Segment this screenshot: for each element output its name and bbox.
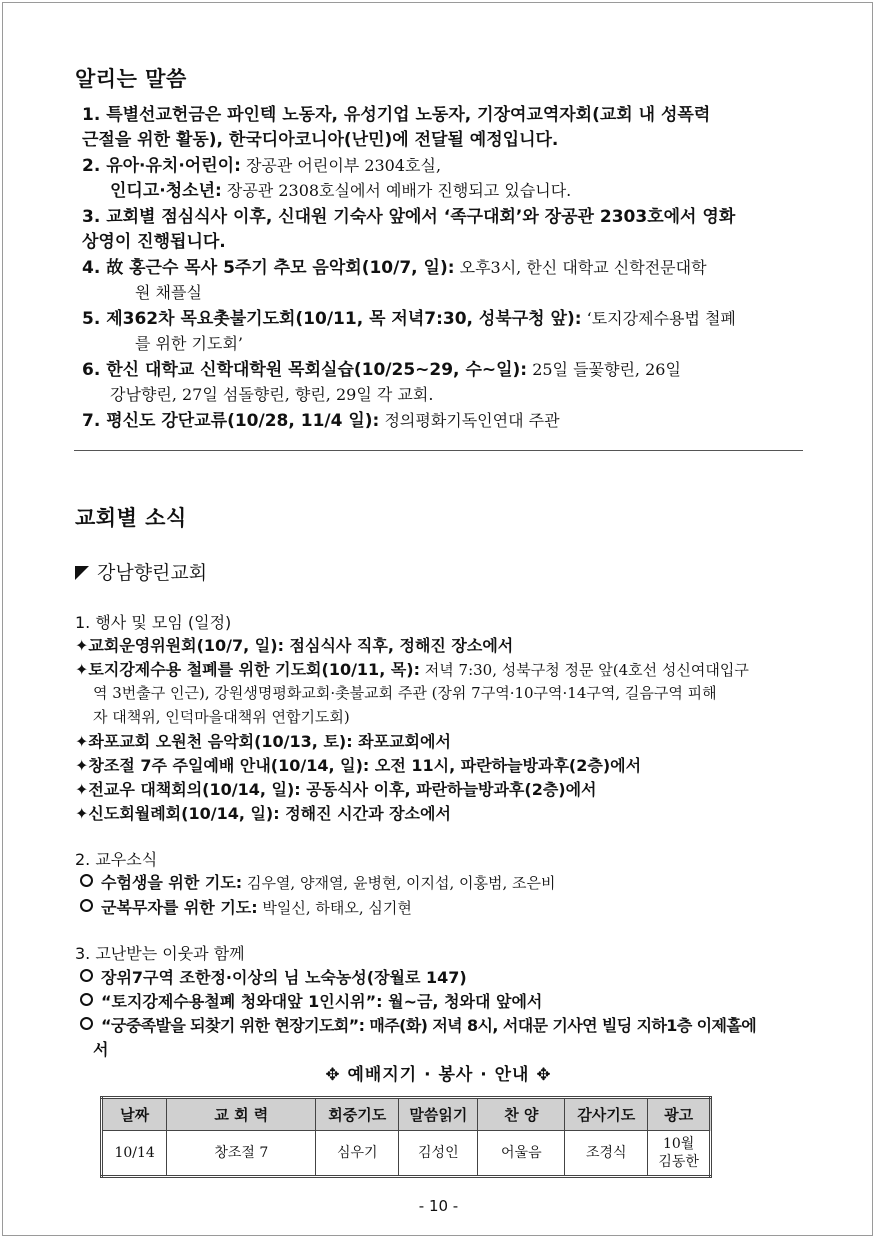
header-reading: 말씀읽기 bbox=[399, 1098, 478, 1131]
schedule-table bbox=[100, 1096, 712, 1178]
member-item: 수험생을 위한 기도: 김우열, 양재열, 윤병현, 이지섭, 이홍범, 조은비 bbox=[80, 871, 555, 895]
events-heading: 1. 행사 및 모임 (일정) bbox=[75, 613, 232, 632]
schedule-title: ✥ 예배지기 · 봉사 · 안내 ✥ bbox=[325, 1065, 552, 1085]
event-item: ✦신도회월례회(10/14, 일): 정해진 시간과 장소에서 bbox=[75, 804, 451, 823]
circle-bullet-icon bbox=[80, 899, 93, 912]
event-item-cont: 자 대책위, 인덕마을대책위 연합기도회) bbox=[93, 708, 350, 726]
announcement-3-cont: 상영이 진행됩니다. bbox=[82, 232, 226, 252]
members-heading: 2. 교우소식 bbox=[75, 850, 158, 869]
cell-reading: 김성인 bbox=[399, 1131, 478, 1177]
cell-thanks: 조경식 bbox=[565, 1131, 648, 1177]
event-item: ✦좌포교회 오원천 음악회(10/13, 토): 좌포교회에서 bbox=[75, 732, 451, 751]
cell-prayer: 심우기 bbox=[316, 1131, 399, 1177]
church-name: 강남향린교회 bbox=[97, 562, 208, 584]
header-date: 날짜 bbox=[102, 1098, 167, 1131]
cell-date: 10/14 bbox=[102, 1131, 167, 1177]
neighbor-item: “궁중족발을 되찾기 위한 현장기도회”: 매주(화) 저녁 8시, 서대문 기사연 빌딩 지하1층 이제홀에 bbox=[80, 1014, 756, 1037]
announcement-7: 7. 평신도 강단교류(10/28, 11/4 일): 정의평화기독인연대 주관 bbox=[82, 411, 560, 431]
header-praise: 찬 양 bbox=[478, 1098, 565, 1131]
header-calendar: 교 회 력 bbox=[167, 1098, 316, 1131]
event-item: ✦전교우 대책회의(10/14, 일): 공동식사 이후, 파란하늘방과후(2층)에서 bbox=[75, 780, 597, 799]
announcement-6: 6. 한신 대학교 신학대학원 목회실습(10/25~29, 수~일): 25일 들꽃향린, 26일 bbox=[82, 360, 681, 380]
announcement-2-cont: 인디고·청소년: 장공관 2308호실에서 예배가 진행되고 있습니다. bbox=[110, 181, 572, 201]
announcement-3: 3. 교회별 점심식사 이후, 신대원 기숙사 앞에서 ‘족구대회’와 장공관 2303호에서 영화 bbox=[82, 207, 736, 227]
event-item: ✦교회운영위원회(10/7, 일): 점심식사 직후, 정해진 장소에서 bbox=[75, 636, 514, 655]
section-divider bbox=[74, 450, 803, 451]
event-item-cont: 역 3번출구 인근), 강원생명평화교회·촛불교회 주관 (장위 7구역·10구역·14구역, 길음구역 피해 bbox=[93, 684, 717, 702]
cell-ad: 10월 김동한 bbox=[648, 1131, 711, 1177]
announcement-5: 5. 제362차 목요촛불기도회(10/11, 목 저녁7:30, 성북구청 앞): ‘토지강제수용법 철폐 bbox=[82, 309, 736, 329]
announcement-6-cont: 강남향린, 27일 섬돌향린, 향린, 29일 각 교회. bbox=[110, 385, 434, 404]
event-item: ✦토지강제수용 철폐를 위한 기도회(10/11, 목): 저녁 7:30, 성북구청 정문 앞(4호선 성신여대입구 bbox=[75, 660, 749, 679]
table-row bbox=[102, 1131, 711, 1177]
neighbor-item-cont: 서 bbox=[93, 1040, 109, 1059]
cell-calendar: 창조절 7 bbox=[167, 1131, 316, 1177]
announcement-1-cont: 근절을 위한 활동), 한국디아코니아(난민)에 전달될 예정입니다. bbox=[82, 130, 559, 150]
announcement-4: 4. 故 홍근수 목사 5주기 추모 음악회(10/7, 일): 오후3시, 한신 대학교 신학전문대학 bbox=[82, 258, 707, 278]
announcement-4-cont: 원 채플실 bbox=[135, 283, 202, 302]
table-header-row bbox=[102, 1098, 711, 1131]
event-item: ✦창조절 7주 주일예배 안내(10/14, 일): 오전 11시, 파란하늘방과후(2층)에서 bbox=[75, 756, 642, 775]
circle-bullet-icon bbox=[80, 993, 93, 1006]
announcement-1: 1. 특별선교헌금은 파인텍 노동자, 유성기업 노동자, 기장여교역자회(교회 내 성폭력 bbox=[82, 105, 711, 125]
header-thanks: 감사기도 bbox=[565, 1098, 648, 1131]
circle-bullet-icon bbox=[80, 969, 93, 982]
neighbor-item: “토지강제수용철폐 청와대앞 1인시위”: 월~금, 청와대 앞에서 bbox=[80, 990, 542, 1013]
page-number: - 10 - bbox=[418, 1197, 459, 1215]
cell-praise: 어울음 bbox=[478, 1131, 565, 1177]
circle-bullet-icon bbox=[80, 874, 93, 887]
church-heading bbox=[75, 558, 207, 585]
announcement-5-cont: 를 위한 기도회’ bbox=[135, 334, 243, 353]
member-item: 군복무자를 위한 기도: 박일신, 하태오, 심기현 bbox=[80, 896, 412, 920]
circle-bullet-icon bbox=[80, 1017, 93, 1030]
church-news-title: 교회별 소식 bbox=[75, 506, 187, 530]
announcements-title: 알리는 말씀 bbox=[75, 67, 187, 91]
announcement-2: 2. 유아·유치·어린이: 장공관 어린이부 2304호실, bbox=[82, 156, 442, 176]
neighbors-heading: 3. 고난받는 이웃과 함께 bbox=[75, 944, 245, 963]
neighbor-item: 장위7구역 조한정·이상의 님 노숙농성(장월로 147) bbox=[80, 966, 467, 989]
header-ad: 광고 bbox=[648, 1098, 711, 1131]
triangle-icon bbox=[75, 566, 89, 580]
header-prayer: 회중기도 bbox=[316, 1098, 399, 1131]
